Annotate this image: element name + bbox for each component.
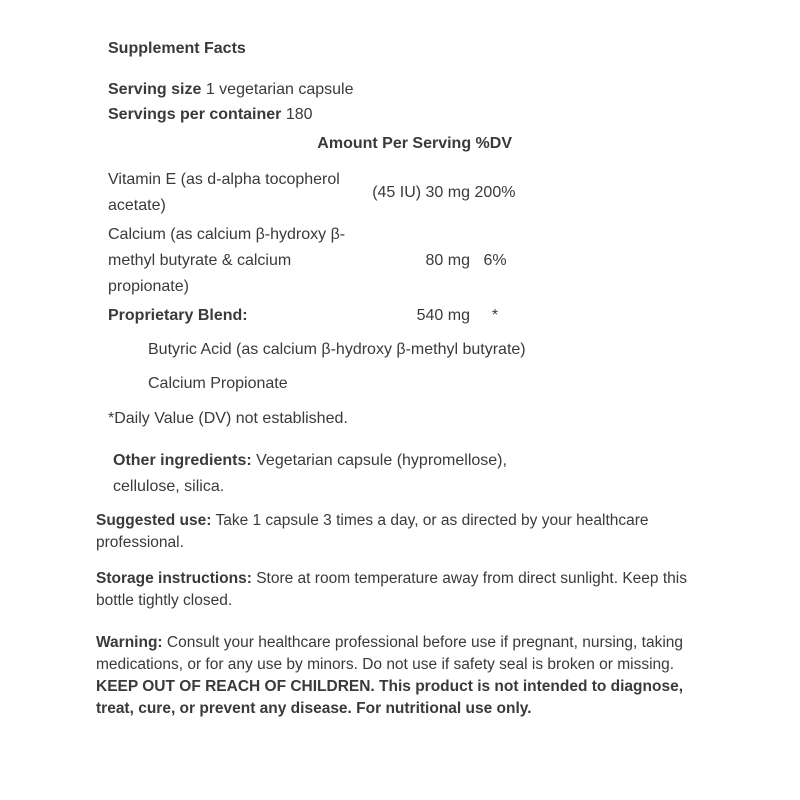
blend-ingredient: Butyric Acid (as calcium β-hydroxy β-methyl butyrate) [148, 341, 526, 358]
blend-ingredient: Calcium Propionate [148, 375, 288, 392]
table-row [108, 303, 520, 329]
daily-value-footnote: *Daily Value (DV) not established. [108, 410, 348, 427]
supplement-facts-panel [108, 40, 526, 500]
suggested-use-text: Take 1 capsule 3 times a day, or as directed by your healthcare professional. [96, 512, 649, 551]
serving-size-value: 1 vegetarian capsule [205, 81, 354, 98]
nutrient-name: Calcium (as calcium β-hydroxy β-methyl butyrate & calcium propionate) [108, 226, 346, 295]
other-ingredients-value: Vegetarian capsule (hypromellose), cellulose, silica. [113, 452, 507, 495]
nutrient-amount: 80 mg [425, 252, 470, 269]
other-ingredients-line [113, 448, 520, 500]
nutrient-name: Vitamin E (as d-alpha tocopherol acetate) [108, 171, 340, 214]
nutrient-dv: 6% [483, 252, 507, 269]
storage-paragraph [96, 568, 710, 612]
supplement-facts-title: Supplement Facts [108, 40, 246, 57]
servings-per-container-value: 180 [285, 106, 313, 123]
table-row [108, 222, 520, 300]
serving-size-label: Serving size [108, 81, 202, 98]
other-ingredients-label: Other ingredients: [113, 452, 252, 469]
suggested-use-label: Suggested use: [96, 512, 212, 529]
nutrient-amount: (45 IU) 30 mg [372, 184, 470, 201]
serving-info [108, 77, 520, 127]
nutrient-dv: * [491, 307, 499, 324]
servings-per-container-line [108, 102, 520, 127]
warning-bold-text: KEEP OUT OF REACH OF CHILDREN. This product is not intended to diagnose, treat, cure, or prevent any disease. For nutritional use only. [96, 678, 684, 717]
nutrient-name: Proprietary Blend: [108, 307, 248, 324]
nutrient-dv: 200% [474, 184, 516, 201]
storage-text: Store at room temperature away from direct sunlight. Keep this bottle tightly closed. [96, 570, 687, 609]
serving-size-line [108, 77, 520, 102]
nutrient-amount: 540 mg [416, 307, 470, 324]
warning-text: Consult your healthcare professional before use if pregnant, nursing, taking medications, or for any use by minors. Do not use if safety seal is broken or missing. [96, 634, 684, 673]
amount-per-serving-header: Amount Per Serving %DV [317, 135, 512, 152]
directions-panel [96, 510, 710, 720]
table-row [108, 167, 520, 219]
warning-paragraph [96, 632, 710, 720]
storage-label: Storage instructions: [96, 570, 252, 587]
suggested-use-paragraph [96, 510, 710, 554]
warning-label: Warning: [96, 634, 163, 651]
servings-per-container-label: Servings per container [108, 106, 282, 123]
